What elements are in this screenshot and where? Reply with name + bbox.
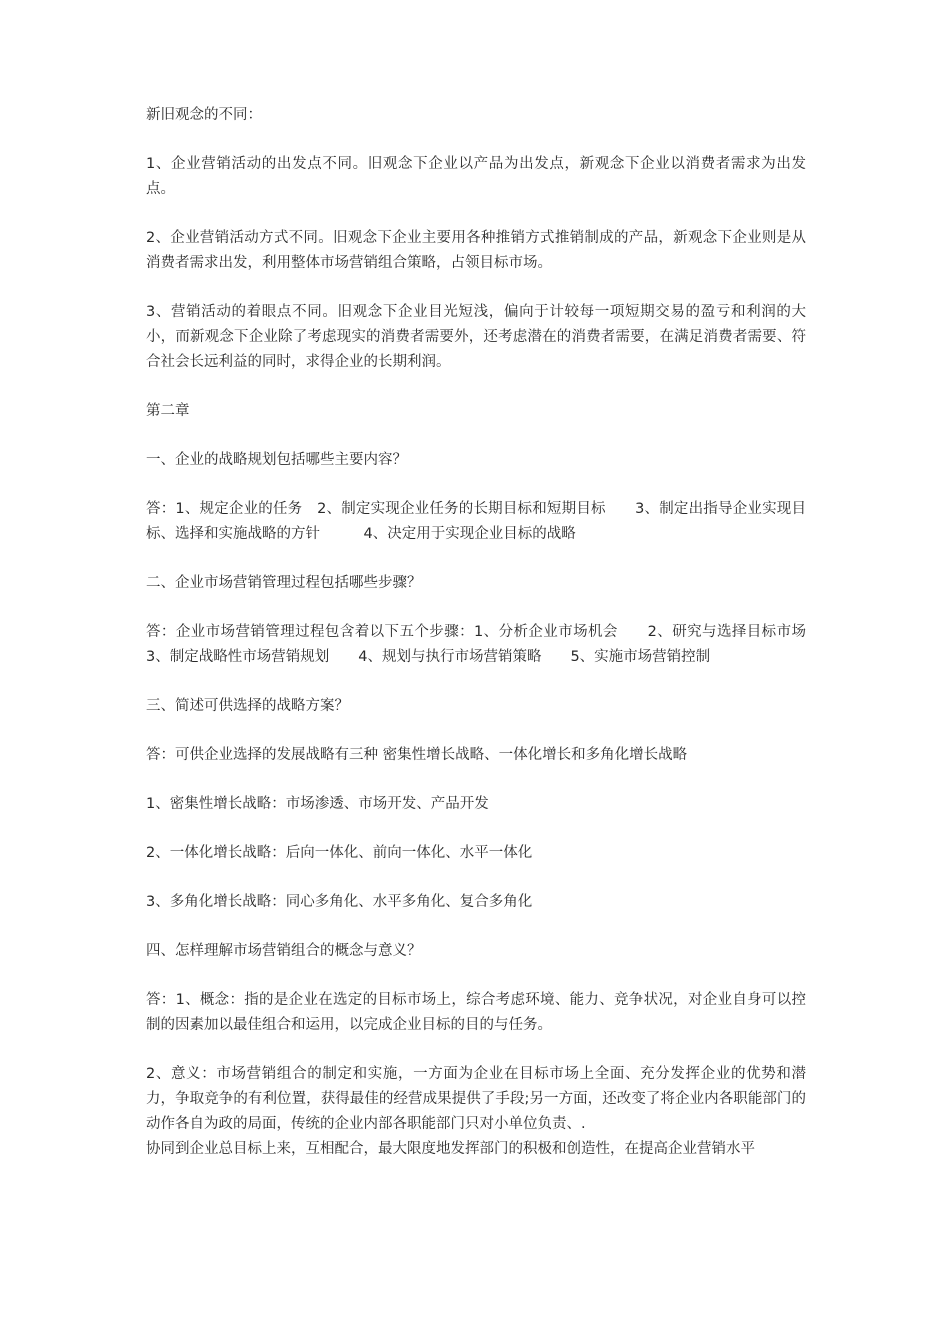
answer-4-significance: 2、意义：市场营销组合的制定和实施，一方面为企业在目标市场上全面、充分发挥企业的优势和潜力，争取竞争的有利位置，获得最佳的经营成果提供了手段;另一方面，还改变了将企业内各职能部门的动作各自为政的局面，传统的企业内部各职能部门只对小单位负责、. <box>146 1066 806 1132</box>
answer-3: 答：可供企业选择的发展战略有三种 密集性增长战略、一体化增长和多角化增长战略 <box>146 747 688 763</box>
answer-1: 答：1、规定企业的任务 2、制定实现企业任务的长期目标和短期目标 3、制定出指导企业实现目标、选择和实施战略的方针 4、决定用于实现企业目标的战略 <box>146 501 806 542</box>
strategy-item-1: 1、密集性增长战略：市场渗透、市场开发、产品开发 <box>146 796 489 812</box>
question-1: 一、企业的战略规划包括哪些主要内容？ <box>146 452 407 468</box>
question-3: 三、简述可供选择的战略方案？ <box>146 698 349 714</box>
strategy-item-2: 2、一体化增长战略：后向一体化、前向一体化、水平一体化 <box>146 845 533 861</box>
strategy-item-3: 3、多角化增长战略：同心多角化、水平多角化、复合多角化 <box>146 894 533 910</box>
document-body <box>146 103 835 1162</box>
answer-2: 答：企业市场营销管理过程包含着以下五个步骤：1、分析企业市场机会 2、研究与选择目标市场 3、制定战略性市场营销规划 4、规划与执行市场营销策略 5、实施市场营销控制 <box>146 624 835 665</box>
paragraph-point-3: 3、营销活动的着眼点不同。旧观念下企业目光短浅，偏向于计较每一项短期交易的盈亏和利润的大小，而新观念下企业除了考虑现实的消费者需要外，还考虑潜在的消费者需要，在满足消费者需要、符合社会长远利益的同时，求得企业的长期利润。 <box>146 304 806 370</box>
question-2: 二、企业市场营销管理过程包括哪些步骤？ <box>146 575 422 591</box>
section-heading-old-new-concepts: 新旧观念的不同： <box>146 107 262 123</box>
chapter-heading: 第二章 <box>146 403 190 419</box>
question-4: 四、怎样理解市场营销组合的概念与意义？ <box>146 943 422 959</box>
paragraph-point-2: 2、企业营销活动方式不同。旧观念下企业主要用各种推销方式推销制成的产品，新观念下企业则是从消费者需求出发，利用整体市场营销组合策略，占领目标市场。 <box>146 230 806 271</box>
answer-4-concept: 答：1、概念：指的是企业在选定的目标市场上，综合考虑环境、能力、竞争状况，对企业自身可以控制的因素加以最佳组合和运用，以完成企业目标的目的与任务。 <box>146 992 806 1033</box>
paragraph-point-1: 1、企业营销活动的出发点不同。旧观念下企业以产品为出发点，新观念下企业以消费者需求为出发点。 <box>146 156 806 197</box>
answer-4-continuation: 协同到企业总目标上来，互相配合，最大限度地发挥部门的积极和创造性，在提高企业营销水平 <box>146 1141 755 1157</box>
